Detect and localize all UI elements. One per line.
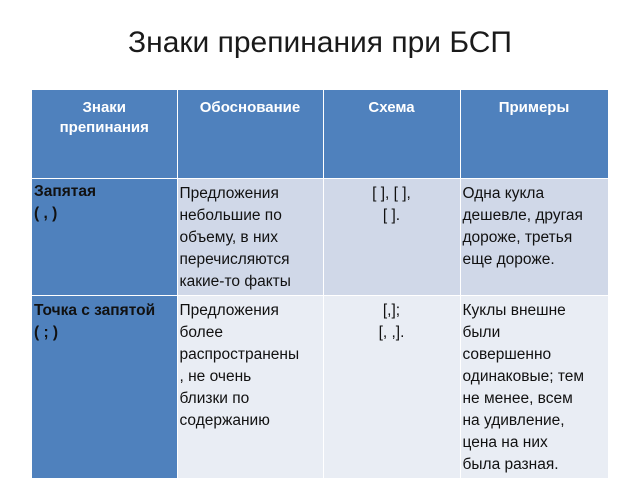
reason-line: Предложения: [179, 185, 279, 202]
table-header-row: [32, 90, 608, 179]
example-line: цена на них: [462, 434, 548, 451]
reason-line: содержанию: [179, 412, 270, 429]
reason-line: небольшие по: [179, 207, 282, 224]
reason-cell: [177, 179, 323, 296]
reason-line: более: [179, 324, 223, 341]
header-cell-examples: Примеры: [460, 90, 608, 179]
scheme-cell: [323, 179, 460, 296]
example-line: дороже, третья: [462, 229, 573, 246]
scheme-line: [ ], [ ],: [372, 185, 411, 202]
reason-line: перечисляются: [179, 251, 290, 268]
reason-line: какие-то факты: [179, 273, 291, 290]
mark-symbol: ( , ): [34, 205, 58, 222]
header-cell-marks: Знаки препинания: [32, 90, 177, 179]
table-row: [32, 179, 608, 296]
mark-cell: [32, 179, 177, 296]
example-line: совершенно: [462, 346, 552, 363]
table-row: [32, 296, 608, 479]
example-line: дешевле, другая: [462, 207, 583, 224]
reason-line: , не очень: [179, 368, 252, 385]
example-line: еще дороже.: [462, 251, 555, 268]
reason-cell: [177, 296, 323, 479]
example-line: была разная.: [462, 456, 559, 473]
reason-line: объему, в них: [179, 229, 278, 246]
scheme-cell: [323, 296, 460, 479]
reason-line: распространены: [179, 346, 300, 363]
example-cell: [460, 179, 608, 296]
header-cell-reason: Обоснование: [177, 90, 323, 179]
scheme-line: [, ,].: [378, 324, 405, 341]
mark-name: Точка с запятой: [34, 302, 156, 319]
scheme-line: [,];: [382, 302, 401, 319]
header-cell-scheme: Схема: [323, 90, 460, 179]
example-line: Одна кукла: [462, 185, 545, 202]
punctuation-table: [32, 90, 609, 478]
reason-line: Предложения: [179, 302, 279, 319]
mark-symbol: ( ; ): [34, 324, 59, 341]
scheme-line: [ ].: [382, 207, 401, 224]
reason-line: близки по: [179, 390, 250, 407]
example-line: были: [462, 324, 501, 341]
example-cell: [460, 296, 608, 479]
mark-cell: [32, 296, 177, 479]
example-line: одинаковые; тем: [462, 368, 585, 385]
slide-title: Знаки препинания при БСП: [128, 26, 512, 59]
example-line: на удивление,: [462, 412, 565, 429]
example-line: Куклы внешне: [462, 302, 566, 319]
example-line: не менее, всем: [462, 390, 573, 407]
mark-name: Запятая: [34, 183, 96, 200]
